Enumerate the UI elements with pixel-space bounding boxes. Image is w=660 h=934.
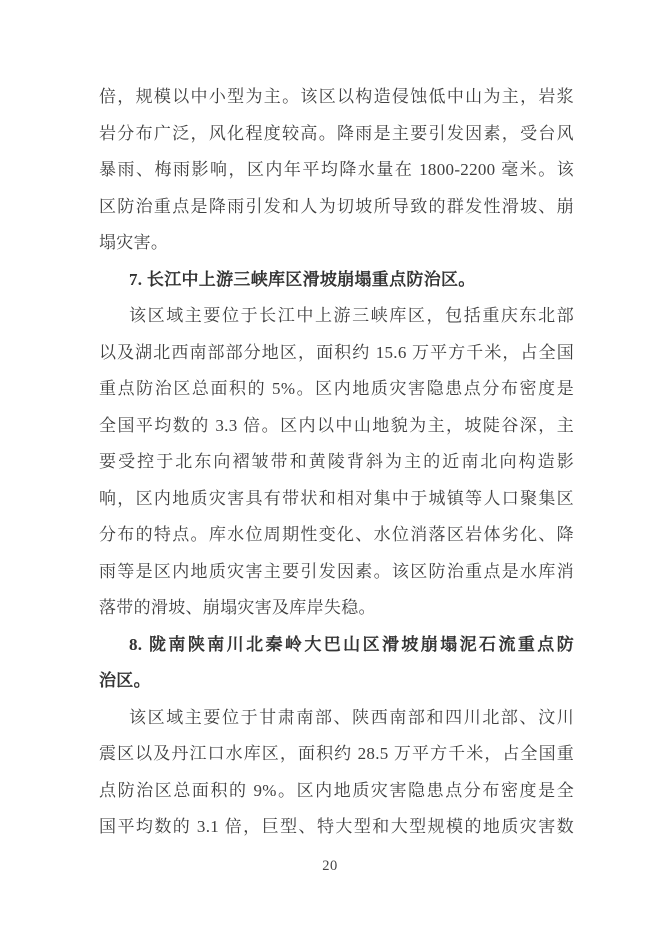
text-line: 响，区内地质灾害具有带状和相对集中于城镇等人口聚集区 (99, 488, 574, 508)
text-line: 该区域主要位于长江中上游三峡库区，包括重庆东北部 (129, 306, 574, 325)
text-line: 区防治重点是降雨引发和人为切坡所导致的群发性滑坡、崩 (99, 196, 574, 216)
text-line: 塌灾害。 (99, 233, 169, 252)
text-line: 分布的特点。库水位周期性变化、水位消落区岩体劣化、降 (99, 525, 574, 544)
text-line: 雨等是区内地质灾害主要引发因素。该区防治重点是水库消 (99, 561, 574, 581)
page-number: 20 (322, 858, 338, 874)
text-line: 倍，规模以中小型为主。该区以构造侵蚀低中山为主，岩浆 (99, 87, 574, 106)
text-line: 国平均数的 3.1 倍，巨型、特大型和大型规模的地质灾害数 (99, 817, 574, 836)
text-line: 全国平均数的 3.3 倍。区内以中山地貌为主，坡陡谷深，主 (99, 415, 574, 435)
text-line: 要受控于北东向褶皱带和黄陵背斜为主的近南北向构造影 (99, 452, 574, 471)
text-line: 落带的滑坡、崩塌灾害及库岸失稳。 (99, 598, 376, 617)
text-block (99, 79, 574, 846)
text-line: 重点防治区总面积的 5%。区内地质灾害隐患点分布密度是 (99, 379, 574, 398)
section-8-heading-line-1: 8. 陇南陕南川北秦岭大巴山区滑坡崩塌泥石流重点防 (129, 634, 574, 654)
section-7-heading: 7. 长江中上游三峡库区滑坡崩塌重点防治区。 (129, 269, 476, 289)
text-line: 岩分布广泛，风化程度较高。降雨是主要引发因素，受台风 (99, 123, 574, 143)
text-line: 以及湖北西南部部分地区，面积约 15.6 万平方千米，占全国 (99, 342, 574, 362)
section-8-heading-line-2: 治区。 (99, 671, 151, 690)
text-line: 该区域主要位于甘肃南部、陕西南部和四川北部、汶川 (129, 707, 574, 727)
text-line: 暴雨、梅雨影响，区内年平均降水量在 1800-2200 毫米。该 (99, 160, 574, 179)
text-line: 点防治区总面积的 9%。区内地质灾害隐患点分布密度是全 (99, 780, 574, 800)
text-line: 震区以及丹江口水库区，面积约 28.5 万平方千米，占全国重 (99, 744, 574, 763)
